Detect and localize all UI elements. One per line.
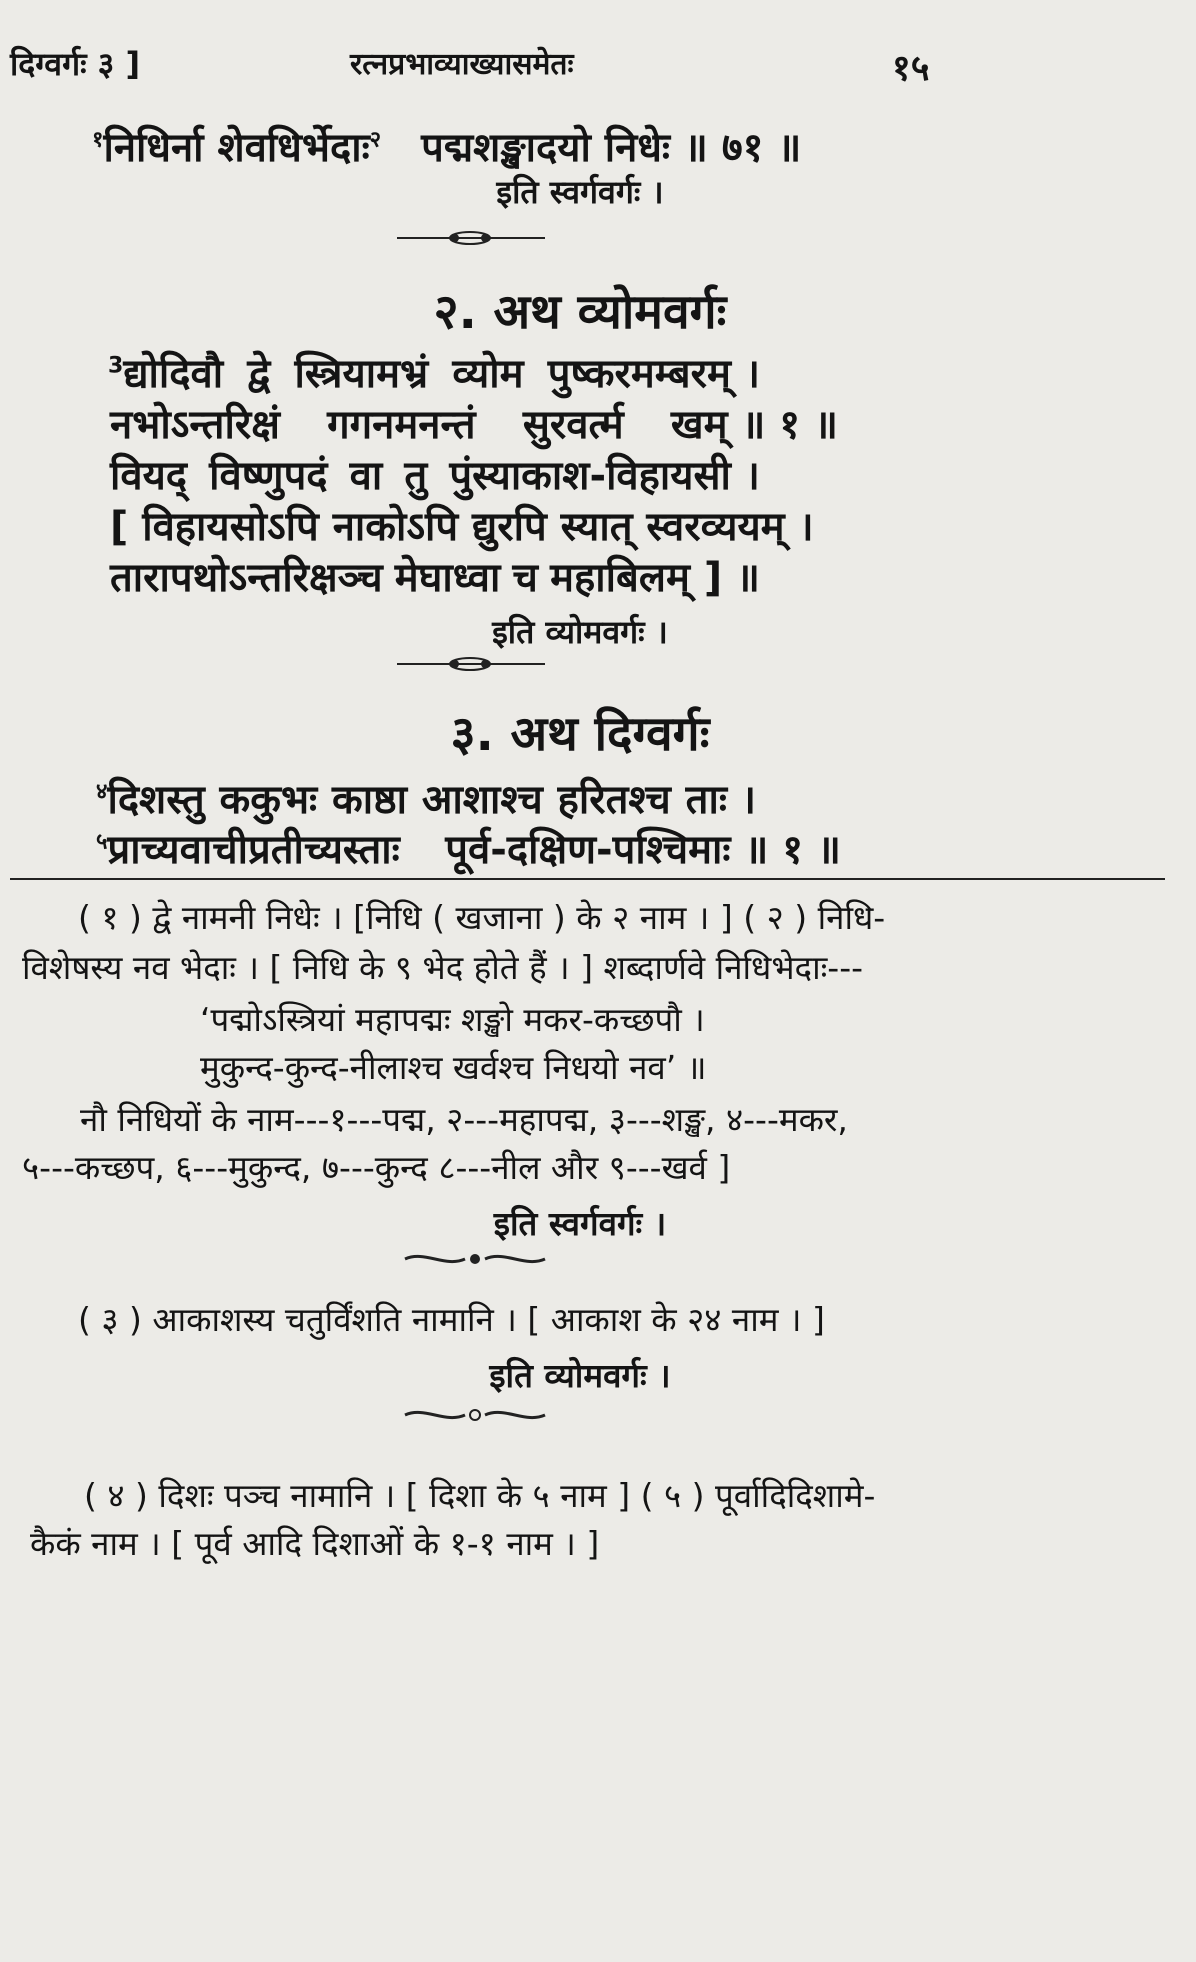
verse-word (108, 344, 223, 399)
verse-word: ककुभः (219, 777, 318, 823)
verse-word: आशाश्च (421, 777, 543, 823)
note-1-line-1: ( १ ) द्वे नामनी निधेः । [निधि ( खजाना ) के २ नाम । ] ( २ ) निधि- (78, 898, 886, 937)
verse-word: तु (404, 453, 428, 499)
verse-line (96, 820, 841, 875)
verse-word: महाबिलम् ] ॥ (550, 555, 760, 601)
nidhi-names-line-2: ५---कच्छप, ६---मुकुन्द, ७---कुन्द ८---नील और ९---खर्व ] (22, 1148, 731, 1187)
verse-word: व्योम (452, 351, 524, 397)
verse-word: पुंस्याकाश-विहायसी । (449, 453, 760, 499)
verse-part: निधिर्ना शेवधिर्भेदाः (103, 125, 370, 171)
divider-ornament (395, 654, 545, 674)
iti-svarga-varga: इति स्वर्गवर्गः । (496, 173, 664, 211)
verse-word: वियद् (110, 453, 188, 499)
footnote-mark: 3 (108, 353, 124, 379)
header-section-label: दिग्वर्गः ३ ] (10, 45, 141, 83)
verse-word: मेघाध्वा (394, 555, 501, 601)
note-4-line-1: ( ४ ) दिशः पञ्च नामानि । [ दिशा के ५ नाम ] ( ५ ) पूर्वादिदिशामे- (84, 1476, 876, 1515)
verse-word: गगनमनन्तं (327, 402, 476, 448)
footnote-mark: ५ (96, 829, 108, 855)
verse-word: च (512, 555, 538, 601)
divider-ornament (395, 228, 545, 248)
verse-word: दिशस्तु (107, 777, 205, 823)
verse-word: खम् ॥ १ ॥ (670, 402, 838, 448)
verse-word: नभोऽन्तरिक्षं (110, 402, 280, 448)
note-3: ( ३ ) आकाशस्य चतुर्विंशति नामानि । [ आकाश के २४ नाम । ] (78, 1300, 825, 1339)
header-book-title: रत्नप्रभाव्याख्यासमेतः (350, 47, 574, 82)
iti-vyoma-varga-note: इति व्योमवर्गः । (489, 1356, 671, 1395)
note-4-line-2: कैकं नाम । [ पूर्व आदि दिशाओं के १-१ नाम । ] (30, 1524, 600, 1563)
footnote-mark: ४ (96, 779, 108, 805)
verse-word: द्वे (247, 351, 271, 397)
verse-part: पद्मशङ्खादयो निधेः ॥ ७१ ॥ (421, 125, 802, 171)
footnote-mark: २ (369, 127, 382, 153)
page-number: १५ (892, 48, 930, 89)
iti-svarga-varga-note: इति स्वर्गवर्गः । (493, 1204, 667, 1243)
quote-line-1: ‘पद्मोऽस्त्रियां महापद्मः शङ्खो मकर-कच्छपौ । (200, 1000, 705, 1039)
verse-word: वा (349, 453, 383, 499)
verse-word (96, 770, 205, 825)
divider-ornament (400, 1404, 550, 1426)
verse-word: पुष्करमम्बरम् । (547, 351, 760, 397)
verse-word: हरितश्च (557, 777, 671, 823)
verse-line (110, 395, 838, 450)
quote-line-2: मुकुन्द-कुन्द-नीलाश्च खर्वश्च निधयो नव’ ॥ (200, 1048, 707, 1087)
section-heading-dig: ३. अथ दिग्वर्गः (450, 706, 710, 762)
verse-word: सुरवर्त्म (522, 402, 624, 448)
section-heading-vyoma: २. अथ व्योमवर्गः (433, 284, 727, 340)
verse-word: पूर्व-दक्षिण-पश्चिमाः ॥ १ ॥ (445, 827, 841, 873)
iti-vyoma-varga: इति व्योमवर्गः । (492, 613, 668, 651)
verse-line (96, 770, 756, 825)
verse-line (110, 548, 760, 603)
verse-word: स्त्रियामभ्रं (294, 351, 429, 397)
verse-word: प्राच्यवाचीप्रतीच्यस्ताः (107, 827, 400, 873)
verse-71 (92, 118, 862, 173)
verse-word (96, 820, 400, 875)
footnote-mark: १ (92, 127, 104, 153)
verse-word: तारापथोऽन्तरिक्षञ्च (110, 555, 383, 601)
footnote-separator (10, 878, 1165, 880)
verse-line (108, 344, 760, 399)
divider-ornament (400, 1248, 550, 1270)
nidhi-names-line-1: नौ निधियों के नाम---१---पद्म, २---महापद्म, ३---शङ्ख, ४---मकर, (80, 1100, 848, 1139)
note-1-line-2: विशेषस्य नव भेदाः । [ निधि के ९ भेद होते हैं । ] शब्दार्णवे निधिभेदाः--- (22, 948, 864, 987)
verse-word: द्योदिवौ (123, 351, 224, 397)
verse-word: ताः । (685, 777, 756, 823)
verse-word: विष्णुपदं (209, 453, 328, 499)
verse-word: काष्ठा (332, 777, 408, 823)
verse-line: [ विहायसोऽपि नाकोऽपि द्युरपि स्यात् स्वरव्ययम् । (110, 504, 814, 550)
verse-line (110, 446, 760, 501)
